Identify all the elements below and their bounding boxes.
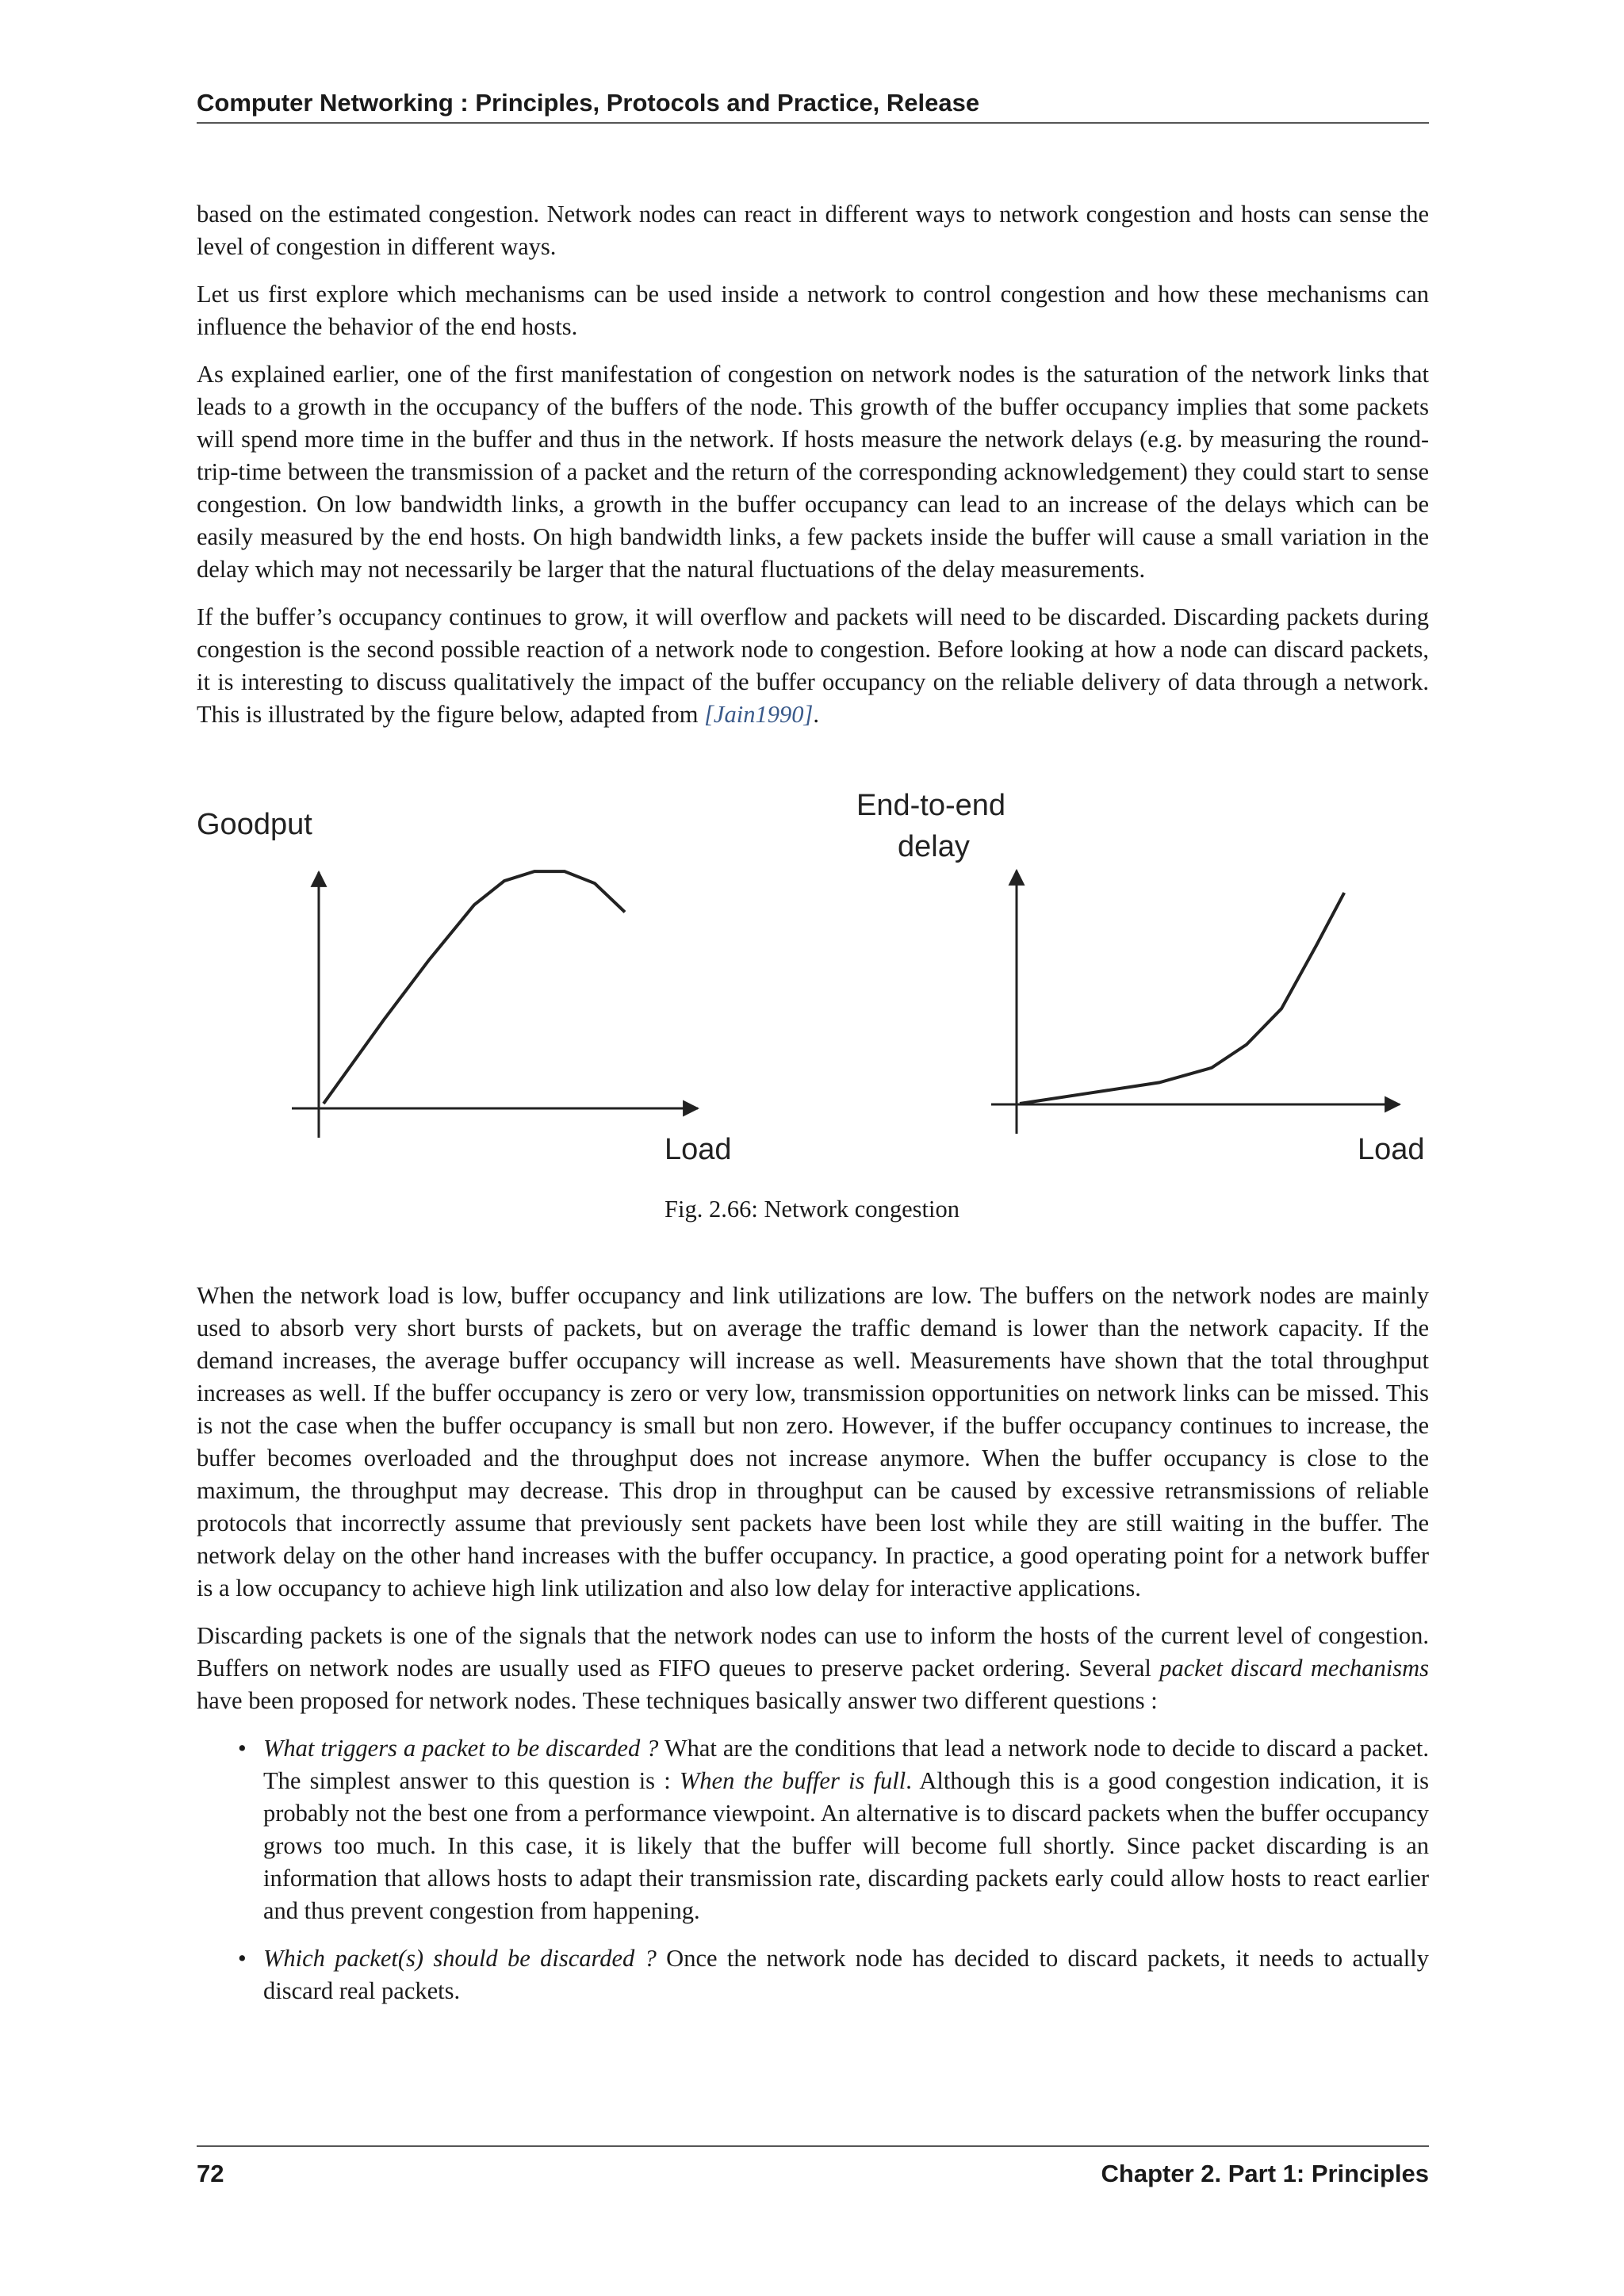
figure-caption: Fig. 2.66: Network congestion [665, 1196, 959, 1223]
delay-axis-label-line2: delay [898, 830, 970, 863]
italic-term: packet discard mechanisms [1159, 1655, 1429, 1682]
paragraph-jain [197, 601, 1429, 731]
paragraph-text: Discarding packets is one of the signals that the network nodes can use to inform the hosts of the current level of congestion. Buffers on network nodes are usually used as FIFO queues to preserve packet ordering. Several [197, 1622, 1429, 1682]
paragraph-text: If the buffer’s occupancy continues to grow, it will overflow and packets will need to be discarded. Discarding packets during congestion is the second possible reaction of a network node to congestion. Before looking at how a node can discard packets, it is interesting to discuss qualitatively the impact of the buffer occupancy on the reliable delivery of data through a network. This is illustrated by the figure below, adapted from [197, 603, 1429, 728]
delay-curve [1020, 893, 1344, 1104]
delay-axis-label-line1: End-to-end [856, 789, 1006, 822]
paragraph: As explained earlier, one of the first manifestation of congestion on network nodes is the saturation of the network links that leads to a growth in the occupancy of the buffers of the node. This growth of the buffer occupancy implies that some packets will spend more time in the buffer and thus in the network. If hosts measure the network delays (e.g. by measuring the round-trip-time between the transmission of a packet and the return of the corresponding acknowledgement) they could start to sense congestion. On low bandwidth links, a growth in the buffer occupancy can lead to an increase of the delays which can be easily measured by the end hosts. On high bandwidth links, a few packets inside the buffer will cause a small variation in the delay which may not necessarily be larger that the natural fluctuations of the delay measurements. [197, 361, 1429, 583]
goodput-curve [324, 871, 625, 1104]
list-question: What triggers a packet to be discarded ? [263, 1735, 659, 1762]
paragraph: When the network load is low, buffer occupancy and link utilizations are low. The buffers on the network nodes are mainly used to absorb very short bursts of packets, but on average the traffic demand is lower than the network capacity. If the demand increases, the average buffer occupancy will increase as well. Measurements have shown that the total throughput increases as well. If the buffer occupancy is zero or very low, transmission opportunities on network links can be missed. This is not the case when the buffer occupancy is small but non zero. However, if the buffer occupancy continues to increase, the buffer becomes overloaded and the throughput does not increase anymore. When the buffer occupancy is close to the maximum, the throughput may decrease. This drop in throughput can be caused by excessive retransmissions of reliable protocols that incorrectly assume that previously sent packets have been lost while they are still waiting in the buffer. The network delay on the other hand increases with the buffer occupancy. In practice, a good operating point for a network buffer is a low occupancy to achieve high link utilization and also low delay for interactive applications. [197, 1282, 1429, 1601]
citation-link[interactable]: [Jain1990] [704, 701, 814, 728]
list-answer: What are the conditions that lead a network node to decide to discard a packet. The simplest answer to this question is : [263, 1735, 1429, 1794]
right-load-axis-label: Load [1358, 1133, 1425, 1166]
left-load-axis-label: Load [665, 1133, 732, 1166]
paragraph: based on the estimated congestion. Network nodes can react in different ways to network congestion and hosts can sense the level of congestion in different ways. [197, 201, 1429, 260]
chapter-title: Chapter 2. Part 1: Principles [1101, 2160, 1429, 2187]
body-text-top [197, 198, 1429, 746]
list-item [263, 1942, 1429, 2007]
running-header: Computer Networking : Principles, Protocols and Practice, Release [197, 89, 1429, 124]
question-list [197, 1732, 1429, 2007]
list-answer-end: . Although this is a good congestion indication, it is probably not the best one from a performance viewpoint. An alternative is to discard packets when the buffer occupancy grows too much. In this case, it is likely that the buffer will become full shortly. Since packet discarding is an information that allows hosts to adapt their transmission rate, discarding packets early could allow hosts to react earlier and thus prevent congestion from happening. [263, 1767, 1429, 1924]
paragraph-discard [197, 1620, 1429, 1717]
list-question: Which packet(s) should be discarded ? [263, 1945, 657, 1972]
paragraph-end: have been proposed for network nodes. These techniques basically answer two different questions : [197, 1687, 1158, 1714]
body-text-bottom [197, 1280, 1429, 2022]
network-congestion-figure [190, 785, 1435, 1197]
list-item [263, 1732, 1429, 1927]
page-footer [197, 2145, 1429, 2188]
paragraph-end: . [813, 701, 819, 728]
list-answer: Once the network node has decided to discard packets, it needs to actually discard real packets. [263, 1945, 1429, 2004]
list-answer-italic: When the buffer is full [679, 1767, 906, 1794]
goodput-axis-label: Goodput [197, 808, 312, 841]
page-number: 72 [197, 2160, 224, 2187]
paragraph: Let us first explore which mechanisms can be used inside a network to control congestion and how these mechanisms can influence the behavior of the end hosts. [197, 281, 1429, 340]
